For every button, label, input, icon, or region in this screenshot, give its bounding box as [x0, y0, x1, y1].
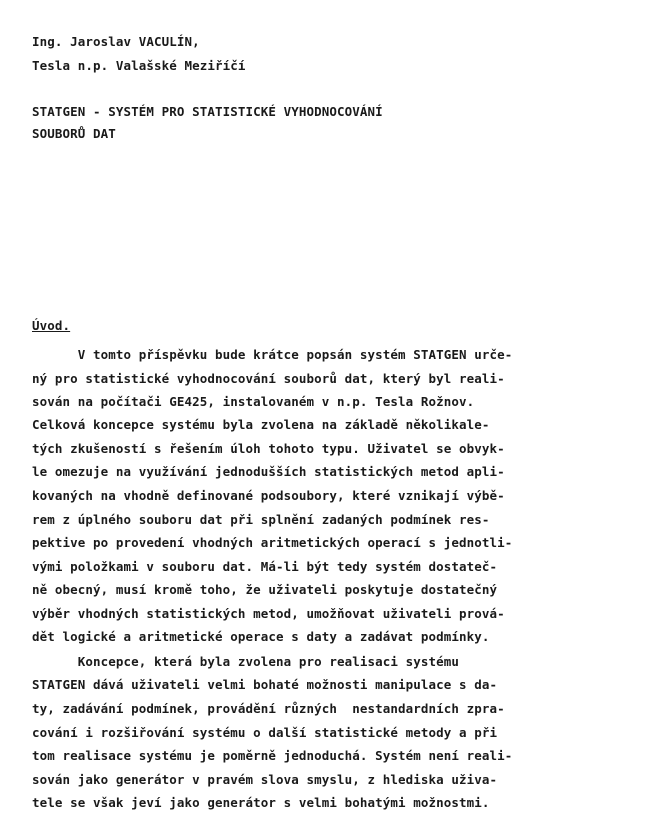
author-name: Ing. Jaroslav VACULÍN, — [32, 34, 200, 49]
body-line: STATGEN dává uživateli velmi bohaté možnosti manipulace s da- — [32, 677, 498, 692]
body-line: tých zkušeností s řešením úloh tohoto typu. Uživatel se obvyk- — [32, 441, 505, 456]
body-line: rem z úplného souboru dat při splnění zadaných podmínek res- — [32, 512, 490, 527]
body-line: le omezuje na využívání jednodušších statistických metod apli- — [32, 464, 505, 479]
body-line: Koncepce, která byla zvolena pro realisaci systému — [32, 654, 460, 669]
section-heading: Úvod. — [32, 318, 71, 333]
title-line-1: STATGEN - SYSTÉM PRO STATISTICKÉ VYHODNOCOVÁNÍ — [32, 104, 383, 119]
body-line: pektive po provedení vhodných aritmetických operací s jednotli- — [32, 535, 513, 550]
body-line: výběr vhodných statistických metod, umožňovat uživateli prová- — [32, 606, 505, 621]
body-line: tom realisace systému je poměrně jednoduchá. Systém není reali- — [32, 748, 513, 763]
body-line: Celková koncepce systému byla zvolena na základě několikale- — [32, 417, 490, 432]
body-line: ný pro statistické vyhodnocování souborů dat, který byl reali- — [32, 371, 505, 386]
body-line: tele se však jeví jako generátor s velmi bohatými možnostmi. — [32, 795, 490, 810]
body-line: sován na počítači GE425, instalovaném v n.p. Tesla Rožnov. — [32, 394, 475, 409]
author-affiliation: Tesla n.p. Valašské Meziříčí — [32, 58, 246, 73]
body-line: V tomto příspěvku bude krátce popsán systém STATGEN urče- — [32, 347, 513, 362]
body-line: ty, zadávání podmínek, provádění různých nestandardních zpra- — [32, 701, 505, 716]
body-line: cování i rozšiřování systému o další statistické metody a při — [32, 725, 498, 740]
body-line: kovaných na vhodně definované podsoubory, které vznikají výbě- — [32, 488, 505, 503]
title-line-2: SOUBORŮ DAT — [32, 126, 116, 141]
body-line: ně obecný, musí kromě toho, že uživateli poskytuje dostatečný — [32, 582, 498, 597]
body-line: dět logické a aritmetické operace s daty a zadávat podmínky. — [32, 629, 490, 644]
body-line: vými položkami v souboru dat. Má-li být tedy systém dostateč- — [32, 559, 498, 574]
body-line: sován jako generátor v pravém slova smyslu, z hlediska uživa- — [32, 772, 498, 787]
